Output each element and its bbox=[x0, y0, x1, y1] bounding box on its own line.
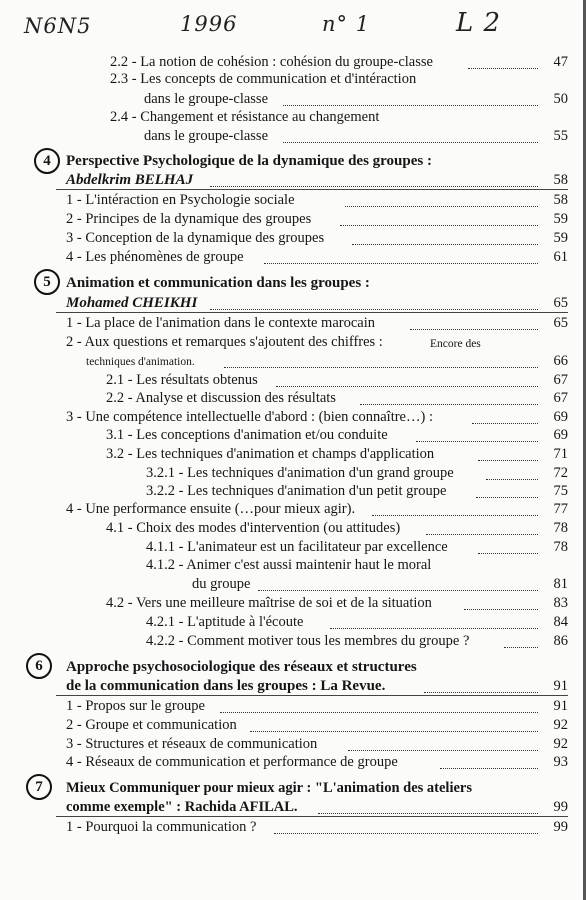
entry-label: 3 - Structures et réseaux de communication bbox=[66, 736, 318, 752]
entry-label: 4.1.1 - L'animateur est un facilitateur par excellence bbox=[146, 539, 448, 555]
entry-label: 2.3 - Les concepts de communication et d'intéraction bbox=[110, 71, 417, 87]
dot-leader bbox=[360, 394, 538, 405]
toc-entry bbox=[0, 210, 586, 230]
dot-leader bbox=[210, 176, 538, 187]
page-number: 91 bbox=[553, 678, 568, 694]
entry-label: 4.1 - Choix des modes d'intervention (ou attitudes) bbox=[106, 520, 401, 536]
dot-leader bbox=[372, 505, 538, 516]
separator-line bbox=[56, 695, 568, 696]
page-number: 69 bbox=[553, 409, 568, 425]
section-author: Mohamed CHEIKHI bbox=[66, 295, 198, 311]
toc-entry bbox=[0, 464, 586, 484]
page-number: 86 bbox=[553, 633, 568, 649]
toc-entry bbox=[0, 294, 586, 314]
entry-label: 2.2 - La notion de cohésion : cohésion du groupe-classe bbox=[110, 54, 433, 70]
dot-leader bbox=[424, 682, 538, 693]
toc-entry bbox=[0, 556, 586, 576]
dot-leader bbox=[220, 702, 538, 713]
toc-entry bbox=[0, 519, 586, 539]
entry-label: 4 - Les phénomènes de groupe bbox=[66, 249, 244, 265]
section-number-badge: 6 bbox=[26, 653, 52, 679]
entry-label: 3.2.2 - Les techniques d'animation d'un petit groupe bbox=[146, 483, 447, 499]
page-number: 66 bbox=[553, 353, 568, 369]
entry-label: 2 - Principes de la dynamique des groupes bbox=[66, 211, 312, 227]
dot-leader bbox=[224, 357, 538, 368]
page-number: 55 bbox=[553, 128, 568, 144]
dot-leader bbox=[330, 618, 538, 629]
entry-label: 4.2.1 - L'aptitude à l'écoute bbox=[146, 614, 304, 630]
toc-entry bbox=[0, 818, 586, 838]
toc-entry bbox=[0, 229, 586, 249]
separator-line bbox=[56, 189, 568, 190]
dot-leader bbox=[504, 637, 538, 648]
entry-label: 3.1 - Les conceptions d'animation et/ou conduite bbox=[106, 427, 388, 443]
page-number: 99 bbox=[553, 819, 568, 835]
separator-line bbox=[56, 816, 568, 817]
toc-entry bbox=[0, 753, 586, 773]
dot-leader bbox=[478, 450, 538, 461]
section-heading bbox=[0, 658, 586, 678]
page-number: 71 bbox=[553, 446, 568, 462]
page-number: 50 bbox=[553, 91, 568, 107]
section-number-badge: 4 bbox=[34, 148, 60, 174]
toc-entry bbox=[0, 538, 586, 558]
toc-entry bbox=[0, 500, 586, 520]
entry-label: 4 - Une performance ensuite (…pour mieux agir). bbox=[66, 501, 356, 517]
toc-entry bbox=[0, 735, 586, 755]
toc-entry bbox=[0, 70, 586, 90]
page-number: 59 bbox=[553, 230, 568, 246]
dot-leader bbox=[283, 132, 538, 143]
toc-entry bbox=[0, 352, 586, 372]
dot-leader bbox=[416, 431, 538, 442]
page-number: 83 bbox=[553, 595, 568, 611]
toc-entry bbox=[0, 90, 586, 110]
entry-label: 2.4 - Changement et résistance au changement bbox=[110, 109, 380, 125]
toc-entry bbox=[0, 594, 586, 614]
toc-entry bbox=[0, 108, 586, 128]
dot-leader bbox=[440, 758, 538, 769]
header-code: N6N5 bbox=[24, 14, 92, 38]
dot-leader bbox=[426, 524, 538, 535]
separator-line bbox=[56, 312, 568, 313]
section-title: Animation et communication dans les groupes : bbox=[66, 275, 370, 291]
dot-leader bbox=[478, 543, 538, 554]
section-heading bbox=[0, 152, 586, 172]
entry-label: dans le groupe-classe bbox=[144, 128, 269, 144]
page-number: 84 bbox=[553, 614, 568, 630]
section-title: Perspective Psychologique de la dynamique des groupes : bbox=[66, 153, 432, 169]
toc-entry bbox=[0, 613, 586, 633]
section-number-badge: 7 bbox=[26, 774, 52, 800]
entry-label: 3 - Une compétence intellectuelle d'abord : (bien connaître…) : bbox=[66, 409, 433, 425]
toc-entry bbox=[0, 482, 586, 502]
toc-entry bbox=[0, 632, 586, 652]
toc-entry bbox=[0, 371, 586, 391]
page-number: 72 bbox=[553, 465, 568, 481]
page-number: 78 bbox=[553, 520, 568, 536]
page-number: 65 bbox=[553, 295, 568, 311]
dot-leader bbox=[258, 580, 538, 591]
page-number: 67 bbox=[553, 372, 568, 388]
toc-entry bbox=[0, 408, 586, 428]
dot-leader bbox=[345, 196, 538, 207]
entry-label: 3.2.1 - Les techniques d'animation d'un grand groupe bbox=[146, 465, 454, 481]
dot-leader bbox=[476, 487, 538, 498]
entry-label: 1 - Pourquoi la communication ? bbox=[66, 819, 257, 835]
entry-label: 2.1 - Les résultats obtenus bbox=[106, 372, 258, 388]
entry-label: dans le groupe-classe bbox=[144, 91, 269, 107]
entry-label: techniques d'animation. bbox=[86, 356, 195, 368]
dot-leader bbox=[340, 215, 538, 226]
page-number: 75 bbox=[553, 483, 568, 499]
page-number: 65 bbox=[553, 315, 568, 331]
entry-label: 4 - Réseaux de communication et performance de groupe bbox=[66, 754, 398, 770]
toc-entry bbox=[0, 127, 586, 147]
dot-leader bbox=[210, 299, 538, 310]
toc-entry bbox=[0, 677, 586, 697]
dot-leader bbox=[486, 469, 538, 480]
entry-label: 3 - Conception de la dynamique des groupes bbox=[66, 230, 325, 246]
section-author: Abdelkrim BELHAJ bbox=[66, 172, 194, 188]
entry-label: 2.2 - Analyse et discussion des résultats bbox=[106, 390, 336, 406]
toc-entry bbox=[0, 426, 586, 446]
entry-label: 1 - La place de l'animation dans le contexte marocain bbox=[66, 315, 375, 331]
toc-entry bbox=[0, 191, 586, 211]
page-number: 93 bbox=[553, 754, 568, 770]
toc-entry bbox=[0, 697, 586, 717]
toc-entry bbox=[0, 575, 586, 595]
header-number: n° 1 bbox=[322, 12, 371, 36]
entry-label: 1 - Propos sur le groupe bbox=[66, 698, 205, 714]
page-number: 92 bbox=[553, 736, 568, 752]
entry-label-suffix: Encore des bbox=[430, 338, 481, 350]
entry-label: 2 - Groupe et communication bbox=[66, 717, 237, 733]
page-number: 77 bbox=[553, 501, 568, 517]
page-number: 67 bbox=[553, 390, 568, 406]
toc-entry bbox=[0, 389, 586, 409]
page-number: 92 bbox=[553, 717, 568, 733]
page-number: 61 bbox=[553, 249, 568, 265]
dot-leader bbox=[352, 234, 538, 245]
entry-label: 4.2.2 - Comment motiver tous les membres du groupe ? bbox=[146, 633, 470, 649]
toc-entry bbox=[0, 716, 586, 736]
entry-label: 1 - L'intéraction en Psychologie sociale bbox=[66, 192, 295, 208]
page-number: 81 bbox=[553, 576, 568, 592]
entry-label: du groupe bbox=[192, 576, 251, 592]
dot-leader bbox=[348, 740, 538, 751]
page-number: 59 bbox=[553, 211, 568, 227]
dot-leader bbox=[464, 599, 538, 610]
toc-entry bbox=[0, 798, 586, 818]
dot-leader bbox=[318, 803, 538, 814]
entry-label: 4.2 - Vers une meilleure maîtrise de soi et de la situation bbox=[106, 595, 432, 611]
section-author: de la communication dans les groupes : La Revue. bbox=[66, 678, 386, 694]
dot-leader bbox=[410, 319, 538, 330]
dot-leader bbox=[468, 58, 538, 69]
section-title: Approche psychosociologique des réseaux et structures bbox=[66, 659, 417, 675]
section-heading bbox=[0, 779, 586, 799]
page-number: 99 bbox=[553, 799, 568, 815]
page-number: 58 bbox=[553, 192, 568, 208]
toc-entry bbox=[0, 314, 586, 334]
section-title: Mieux Communiquer pour mieux agir : "L'animation des ateliers bbox=[66, 780, 472, 796]
dot-leader bbox=[276, 376, 538, 387]
toc-entry bbox=[0, 333, 586, 353]
entry-label: 4.1.2 - Animer c'est aussi maintenir haut le moral bbox=[146, 557, 432, 573]
section-number-badge: 5 bbox=[34, 269, 60, 295]
page-number: 69 bbox=[553, 427, 568, 443]
dot-leader bbox=[250, 721, 538, 732]
entry-label: 3.2 - Les techniques d'animation et champs d'application bbox=[106, 446, 435, 462]
page-number: 58 bbox=[553, 172, 568, 188]
section-heading bbox=[0, 274, 586, 294]
section-author: comme exemple" : Rachida AFILAL. bbox=[66, 799, 298, 815]
entry-label: 2 - Aux questions et remarques s'ajoutent des chiffres : bbox=[66, 334, 383, 350]
dot-leader bbox=[283, 95, 538, 106]
dot-leader bbox=[472, 413, 538, 424]
page-number: 91 bbox=[553, 698, 568, 714]
page-number: 47 bbox=[553, 54, 568, 70]
page-number: 78 bbox=[553, 539, 568, 555]
dot-leader bbox=[274, 823, 538, 834]
dot-leader bbox=[264, 253, 538, 264]
toc-entry bbox=[0, 171, 586, 191]
toc-entry bbox=[0, 248, 586, 268]
toc-entry bbox=[0, 445, 586, 465]
header-year: 1996 bbox=[180, 12, 238, 36]
header-volume: L 2 bbox=[456, 8, 502, 38]
